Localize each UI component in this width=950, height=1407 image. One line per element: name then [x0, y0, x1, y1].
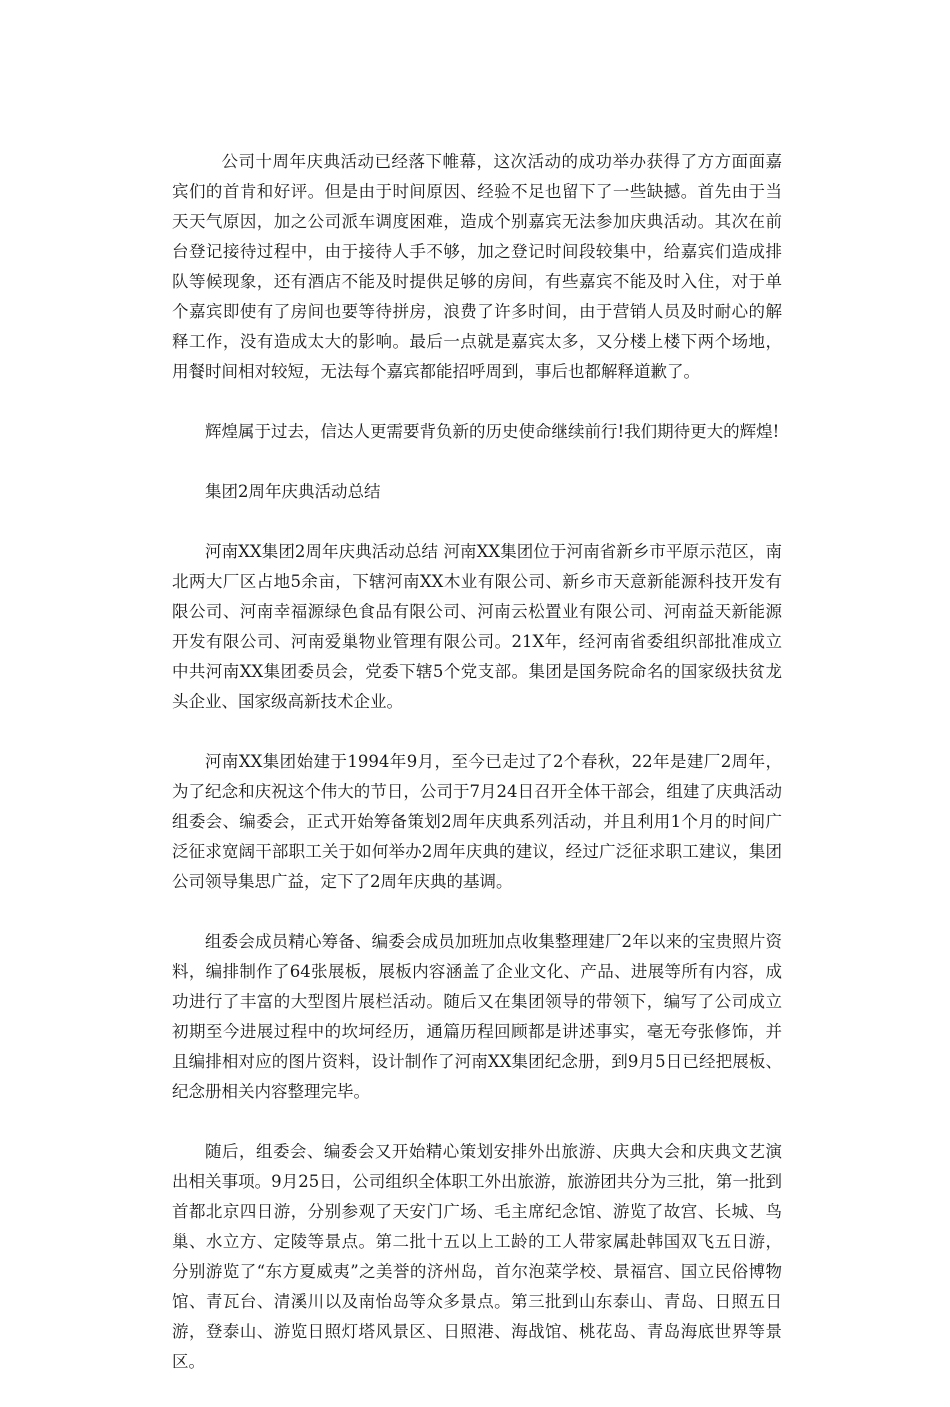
section-title: 集团2周年庆典活动总结 [205, 482, 381, 501]
paragraph-anniversary-review: 公司十周年庆典活动已经落下帷幕，这次活动的成功举办获得了方方面面嘉宾们的首肯和好评。但是由于时间原因、经验不足也留下了一些缺撼。首先由于当天天气原因，加之公司派车调度困难，造成个别嘉宾无法参加庆典活动。其次在前台登记接待过程中，由于接待人手不够，加之登记时间段较集中，给嘉宾们造成排队等候现象，还有酒店不能及时提供足够的房间，有些嘉宾不能及时入住，对于单个嘉宾即使有了房间也要等待拼房，浪费了许多时间，由于营销人员及时耐心的解释工作，没有造成太大的影响。最后一点就是嘉宾太多，又分楼上楼下两个场地，用餐时间相对较短，无法每个嘉宾都能招呼周到，事后也都解释道歉了。 [172, 152, 782, 381]
document-body [172, 147, 782, 1407]
paragraph-preparation: 组委会成员精心筹备、编委会成员加班加点收集整理建厂2年以来的宝贵照片资料，编排制作了64张展板，展板内容涵盖了企业文化、产品、进展等所有内容，成功进行了丰富的大型图片展栏活动。随后又在集团领导的带领下，编写了公司成立初期至今进展过程中的坎坷经历，通篇历程回顾都是讲述事实，毫无夸张修饰，并且编排相对应的图片资料，设计制作了河南XX集团纪念册，到9月5日已经把展板、纪念册相关内容整理完毕。 [172, 932, 782, 1101]
paragraph-travel-events: 随后，组委会、编委会又开始精心策划安排外出旅游、庆典大会和庆典文艺演出相关事项。9月25日，公司组织全体职工外出旅游，旅游团共分为三批，第一批到首都北京四日游，分别参观了天安门广场、毛主席纪念馆、游览了故宫、长城、鸟巢、水立方、定陵等景点。第二批十五以上工龄的工人带家属赴韩国双飞五日游，分别游览了“东方夏威夷”之美誉的济州岛，首尔泡菜学校、景福宫、国立民俗博物馆、青瓦台、清溪川以及南怡岛等众多景点。第三批到山东泰山、青岛、日照五日游，登泰山、游览日照灯塔风景区、日照港、海战馆、桃花岛、青岛海底世界等景区。 [172, 1142, 782, 1371]
paragraph-group-history: 河南XX集团始建于1994年9月，至今已走过了2个春秋，22年是建厂2周年，为了纪念和庆祝这个伟大的节日，公司于7月24日召开全体干部会，组建了庆典活动组委会、编委会，正式开始筹备策划2周年庆典系列活动，并且利用1个月的时间广泛征求宽阔干部职工关于如何举办2周年庆典的建议，经过广泛征求职工建议，集团公司领导集思广益，定下了2周年庆典的基调。 [172, 752, 782, 891]
paragraph-group-intro: 河南XX集团2周年庆典活动总结 河南XX集团位于河南省新乡市平原示范区，南北两大厂区占地5余亩，下辖河南XX木业有限公司、新乡市天意新能源科技开发有限公司、河南幸福源绿色食品有限公司、河南云松置业有限公司、河南益天新能源开发有限公司、河南爱巢物业管理有限公司。21X年，经河南省委组织部批准成立中共河南XX集团委员会，党委下辖5个党支部。集团是国务院命名的国家级扶贫龙头企业、国家级高新技术企业。 [172, 542, 782, 711]
paragraph-closing-remark: 辉煌属于过去，信达人更需要背负新的历史使命继续前行!我们期待更大的辉煌! [205, 422, 780, 441]
